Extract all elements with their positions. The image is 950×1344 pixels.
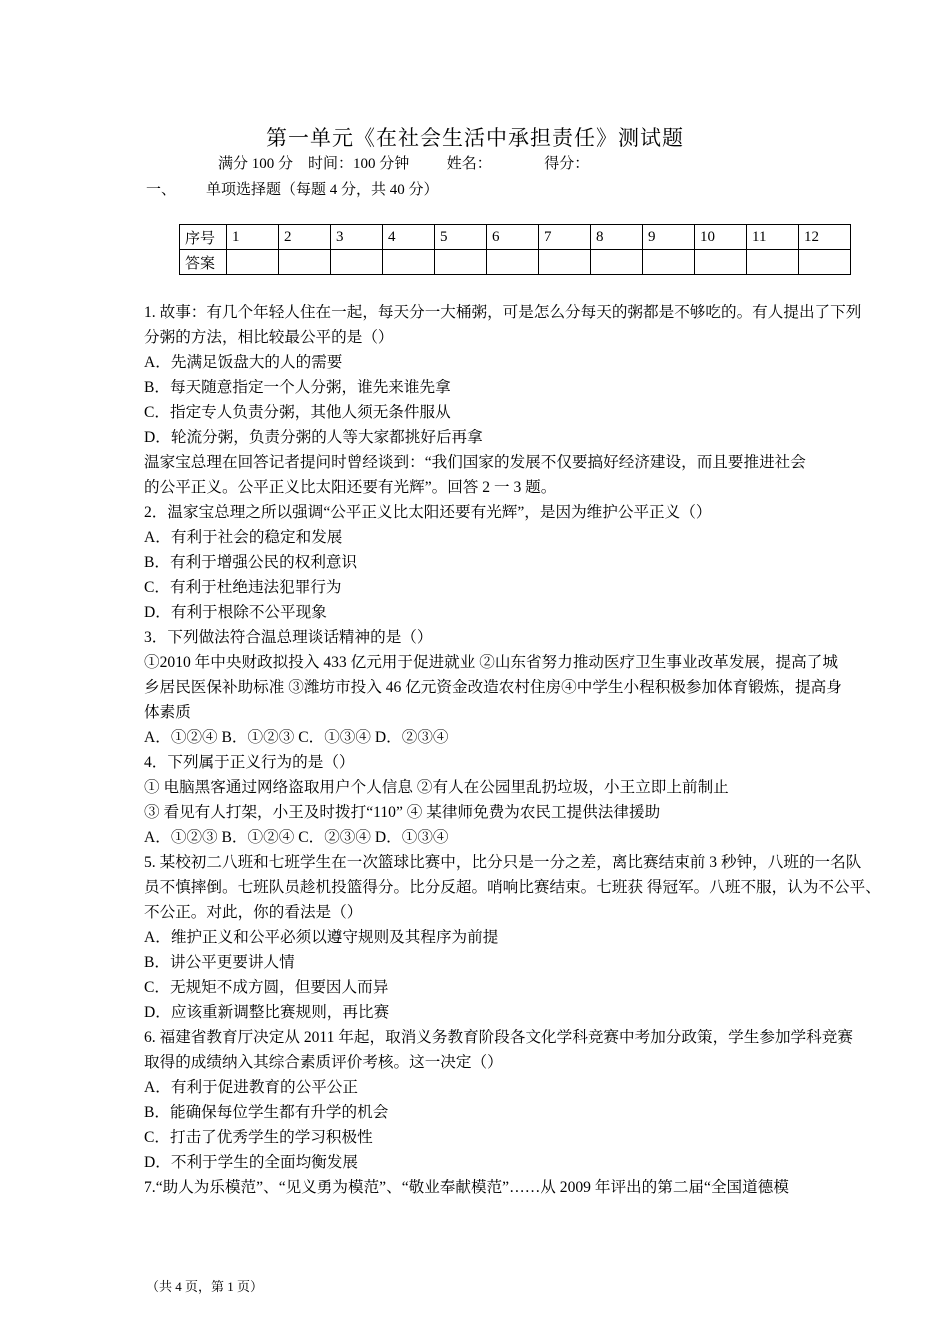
question-line: 7.“助人为乐模范”、“见义勇为模范”、“敬业奉献模范”……从 2009 年评出的第二届“全国道德模 (144, 1179, 789, 1196)
answer-cell[interactable] (695, 250, 747, 275)
option-line: D．应该重新调整比赛规则，再比赛 (144, 1004, 390, 1021)
question-line: 取得的成绩纳入其综合素质评价考核。这一决定（） (144, 1054, 503, 1071)
question-line: 3．下列做法符合温总理谈话精神的是（） (144, 629, 433, 646)
question-number-cell: 1 (227, 225, 279, 250)
question-number-cell: 3 (331, 225, 383, 250)
page-title: 第一单元《在社会生活中承担责任》测试题 (266, 126, 684, 150)
material-line: 温家宝总理在回答记者提问时曾经谈到：“我们国家的发展不仅要搞好经济建设，而且要推进社会 (144, 454, 806, 471)
answer-cell[interactable] (487, 250, 539, 275)
question-number-cell: 9 (643, 225, 695, 250)
question-number-cell: 6 (487, 225, 539, 250)
answer-table (179, 224, 851, 275)
material-line: 的公平正义。公平正义比太阳还要有光辉”。回答 2 一 3 题。 (144, 479, 557, 496)
material-line: 乡居民医保补助标准 ③潍坊市投入 46 亿元资金改造农村住房④中学生小程积极参加体育锻炼，提高身 (144, 679, 842, 696)
question-number-cell: 11 (747, 225, 799, 250)
answer-cell[interactable] (331, 250, 383, 275)
exam-info-line: 满分 100 分 时间：100 分钟 姓名： 得分： (218, 156, 590, 172)
option-line: B．讲公平更要讲人情 (144, 954, 295, 971)
answer-table-answer-row (180, 250, 851, 275)
option-line: B．能确保每位学生都有升学的机会 (144, 1104, 389, 1121)
answer-table-number-row (180, 225, 851, 250)
material-line: ①2010 年中央财政拟投入 433 亿元用于促进就业 ②山东省努力推动医疗卫生事业改革发展，提高了城 (144, 654, 838, 671)
question-number-cell: 8 (591, 225, 643, 250)
option-line: A．①②④ B．①②③ C．①③④ D．②③④ (144, 729, 449, 746)
question-number-cell: 10 (695, 225, 747, 250)
question-body (144, 300, 896, 1200)
option-line: C．有利于杜绝违法犯罪行为 (144, 579, 342, 596)
question-line: 4．下列属于正义行为的是（） (144, 754, 355, 771)
row-label-number: 序号 (180, 225, 227, 250)
answer-cell[interactable] (747, 250, 799, 275)
question-number-cell: 5 (435, 225, 487, 250)
answer-cell[interactable] (539, 250, 591, 275)
option-line: C．打击了优秀学生的学习积极性 (144, 1129, 373, 1146)
option-line: D．不利于学生的全面均衡发展 (144, 1154, 358, 1171)
material-line: ① 电脑黑客通过网络盗取用户个人信息 ②有人在公园里乱扔垃圾，小王立即上前制止 (144, 779, 729, 796)
option-line: A．有利于促进教育的公平公正 (144, 1079, 358, 1096)
material-line: ③ 看见有人打架，小王及时拨打“110” ④ 某律师免费为农民工提供法律援助 (144, 804, 661, 821)
answer-cell[interactable] (279, 250, 331, 275)
row-label-answer: 答案 (180, 250, 227, 275)
material-line: 体素质 (144, 704, 191, 721)
question-line: 1. 故事：有几个年轻人住在一起，每天分一大桶粥，可是怎么分每天的粥都是不够吃的。有人提出了下列 (144, 304, 862, 321)
answer-cell[interactable] (435, 250, 487, 275)
answer-cell[interactable] (227, 250, 279, 275)
option-line: B．每天随意指定一个人分粥，谁先来谁先拿 (144, 379, 451, 396)
option-line: A．①②③ B．①②④ C．②③④ D．①③④ (144, 829, 449, 846)
section-heading: 一、 单项选择题（每题 4 分，共 40 分） (146, 182, 439, 198)
question-number-cell: 12 (799, 225, 851, 250)
question-line: 分粥的方法，相比较最公平的是（） (144, 329, 394, 346)
option-line: A．先满足饭盘大的人的需要 (144, 354, 343, 371)
option-line: C．指定专人负责分粥，其他人须无条件服从 (144, 404, 451, 421)
option-line: C．无规矩不成方圆，但要因人而异 (144, 979, 389, 996)
answer-cell[interactable] (591, 250, 643, 275)
answer-cell[interactable] (643, 250, 695, 275)
question-number-cell: 2 (279, 225, 331, 250)
question-line: 6. 福建省教育厅决定从 2011 年起，取消义务教育阶段各文化学科竞赛中考加分政策，学生参加学科竞赛 (144, 1029, 853, 1046)
question-number-cell: 7 (539, 225, 591, 250)
question-number-cell: 4 (383, 225, 435, 250)
option-line: D．有利于根除不公平现象 (144, 604, 327, 621)
option-line: A．维护正义和公平必须以遵守规则及其程序为前提 (144, 929, 499, 946)
answer-cell[interactable] (383, 250, 435, 275)
option-line: A．有利于社会的稳定和发展 (144, 529, 343, 546)
option-line: B．有利于增强公民的权利意识 (144, 554, 358, 571)
page-footer: （共 4 页，第 1 页） (146, 1279, 264, 1294)
question-line: 不公正。对此，你的看法是（） (144, 904, 363, 921)
option-line: D．轮流分粥，负责分粥的人等大家都挑好后再拿 (144, 429, 483, 446)
answer-cell[interactable] (799, 250, 851, 275)
question-line: 2．温家宝总理之所以强调“公平正义比太阳还要有光辉”，是因为维护公平正义（） (144, 504, 712, 521)
question-line: 员不慎摔倒。七班队员趁机投篮得分。比分反超。哨响比赛结束。七班获 得冠军。八班不服，认为不公平、 (144, 879, 881, 896)
question-line: 5. 某校初二八班和七班学生在一次篮球比赛中，比分只是一分之差，离比赛结束前 3 秒钟，八班的一名队 (144, 854, 862, 871)
